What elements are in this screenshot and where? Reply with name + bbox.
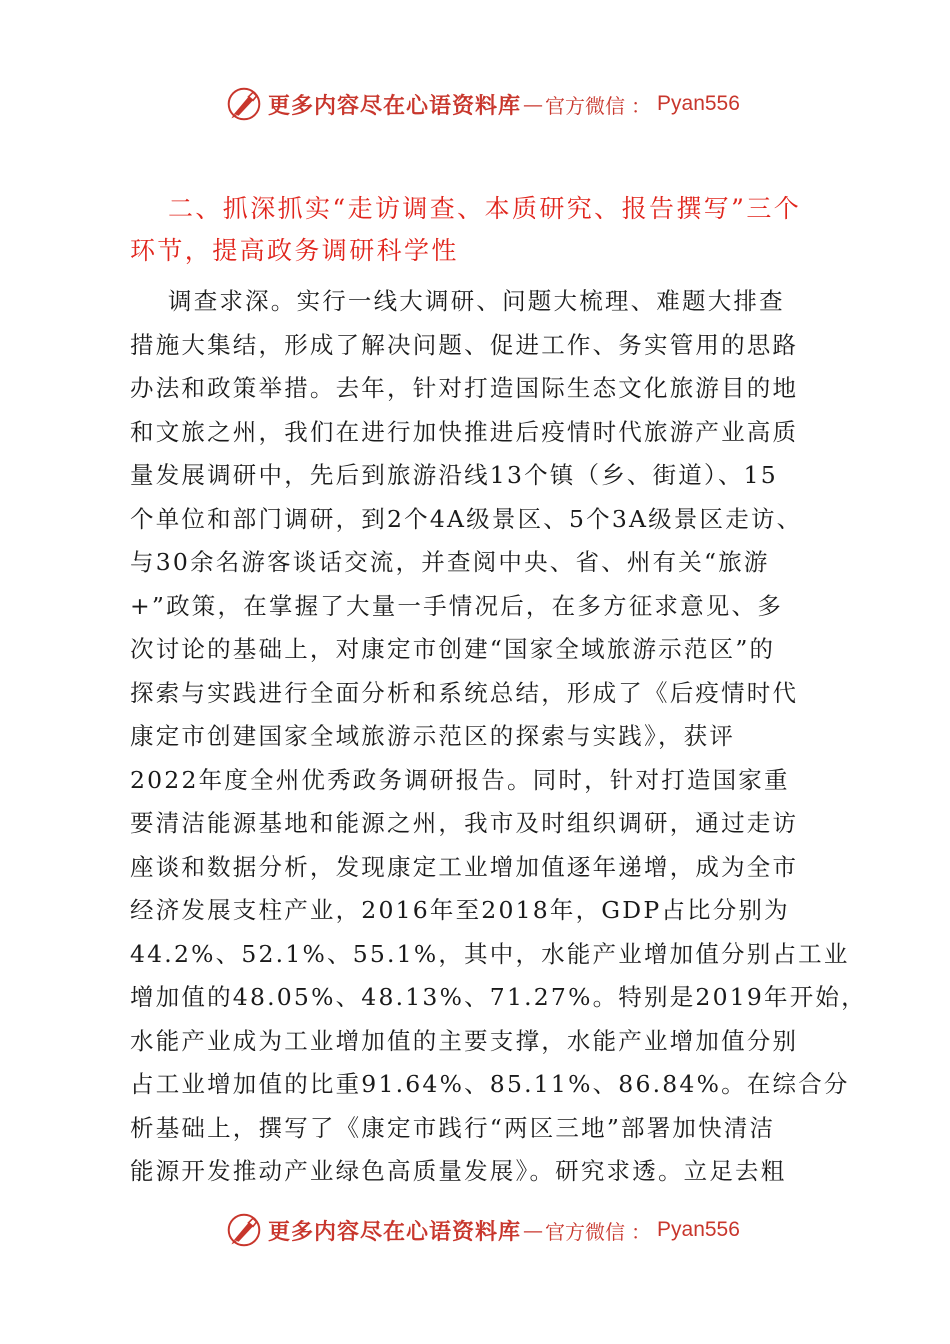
paragraph-line: 与30余名游客谈话交流，并查阅中央、省、州有关“旅游 — [130, 548, 770, 576]
section-heading — [130, 188, 830, 272]
banner-official-label: 官方微信 — [545, 1219, 626, 1244]
section-heading-line-2: 环节，提高政务调研科学性 — [130, 236, 459, 265]
paragraph-line: +”政策，在掌握了大量一手情况后，在多方征求意见、多 — [130, 591, 783, 620]
body-paragraph — [130, 280, 867, 1194]
footer-watermark-banner — [226, 1208, 740, 1252]
section-heading-line-1: 二、抓深抓实“走访调查、本质研究、报告撰写”三个 — [168, 194, 802, 223]
banner-title: 更多内容尽在心语资料库 — [268, 92, 522, 119]
paragraph-line: 水能产业成为工业增加值的主要支撑，水能产业增加值分别 — [130, 1026, 799, 1055]
paragraph-line: 增加值的48.05%、48.13%、71.27%。特别是2019年开始， — [130, 983, 867, 1011]
paragraph-line: 探索与实践进行全面分析和系统总结，形成了《后疫情时代 — [130, 678, 799, 707]
banner-colon: ： — [631, 1219, 652, 1244]
pen-nib-logo-icon — [226, 1212, 262, 1248]
paragraph-line: 占工业增加值的比重91.64%、85.11%、86.84%。在综合分 — [130, 1070, 850, 1098]
paragraph-line: 办法和政策举措。去年，针对打造国际生态文化旅游目的地 — [130, 374, 799, 402]
paragraph-line: 44.2%、52.1%、55.1%，其中，水能产业增加值分别占工业 — [130, 939, 850, 968]
header-watermark-banner — [226, 82, 740, 126]
paragraph-line: 次讨论的基础上，对康定市创建“国家全域旅游示范区”的 — [130, 635, 776, 663]
banner-dash: — — [523, 92, 544, 116]
paragraph-line: 措施大集结，形成了解决问题、促进工作、务实管用的思路 — [130, 330, 799, 359]
paragraph-line: 和文旅之州，我们在进行加快推进后疫情时代旅游产业高质 — [130, 417, 799, 446]
paragraph-line: 调查求深。实行一线大调研、问题大梳理、难题大排查 — [168, 287, 785, 315]
banner-wechat-id: Pyan556 — [657, 92, 740, 115]
banner-official-label: 官方微信 — [545, 93, 626, 118]
pen-nib-logo-icon — [226, 86, 262, 122]
banner-colon: ： — [631, 93, 652, 118]
banner-wechat-id: Pyan556 — [657, 1218, 740, 1241]
banner-dash: — — [523, 1218, 544, 1242]
paragraph-line: 个单位和部门调研，到2个4A级景区、5个3A级景区走访、 — [130, 504, 803, 533]
banner-title: 更多内容尽在心语资料库 — [268, 1218, 522, 1245]
paragraph-line: 座谈和数据分析，发现康定工业增加值逐年递增，成为全市 — [130, 852, 799, 881]
paragraph-line: 要清洁能源基地和能源之州，我市及时组织调研，通过走访 — [130, 809, 799, 837]
paragraph-line: 2022年度全州优秀政务调研报告。同时，针对打造国家重 — [130, 765, 790, 794]
paragraph-line: 能源开发推动产业绿色高质量发展》。研究求透。立足去粗 — [130, 1157, 787, 1185]
paragraph-line: 经济发展支柱产业，2016年至2018年，GDP占比分别为 — [130, 896, 790, 924]
paragraph-line: 析基础上，撰写了《康定市践行“两区三地”部署加快清洁 — [130, 1113, 776, 1142]
paragraph-line: 量发展调研中，先后到旅游沿线13个镇（乡、街道）、15 — [130, 461, 778, 489]
paragraph-line: 康定市创建国家全域旅游示范区的探索与实践》，获评 — [130, 722, 736, 750]
